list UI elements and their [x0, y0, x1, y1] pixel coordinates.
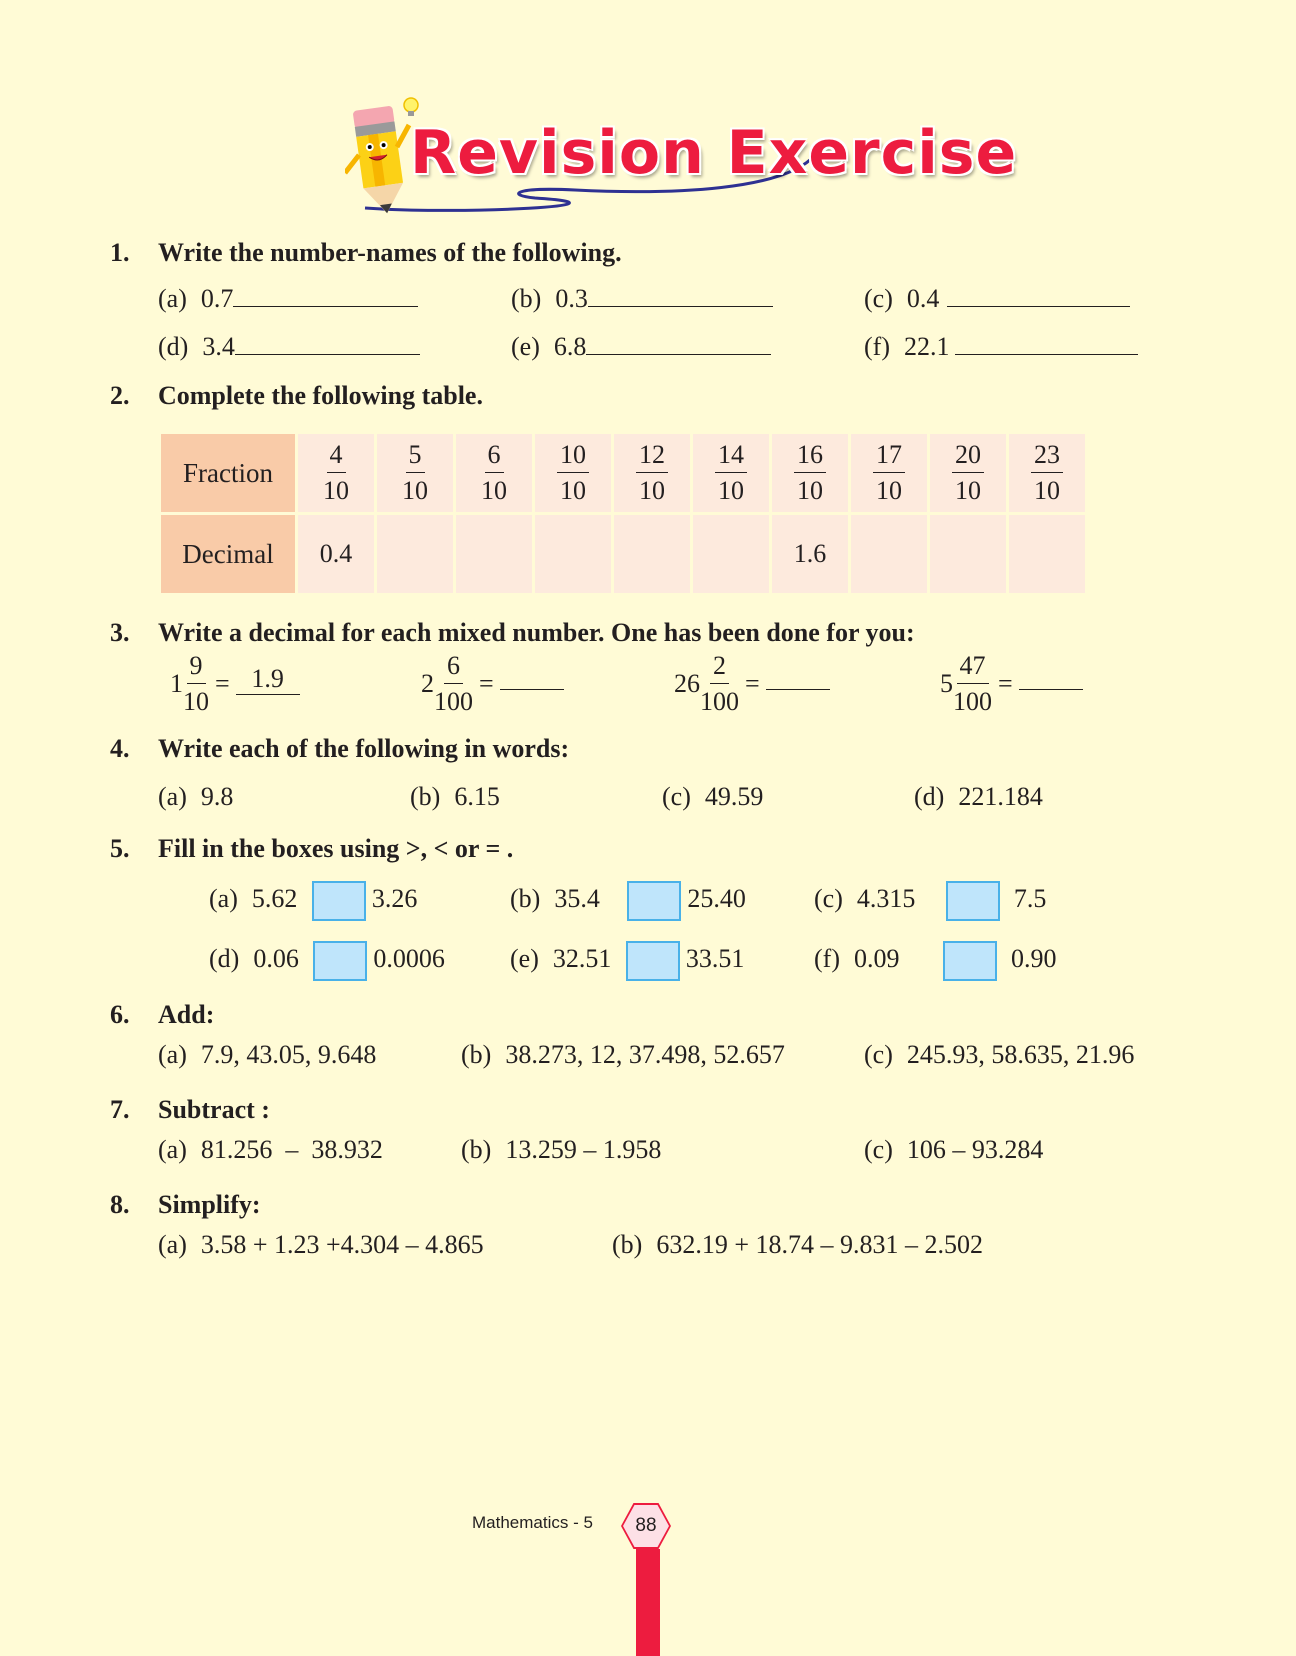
row-header: Fraction	[161, 434, 295, 512]
list-item: (a) 5.62 3.26	[209, 881, 417, 921]
fraction-decimal-table	[158, 431, 1088, 596]
table-row	[161, 434, 1085, 512]
list-item: (c) 49.59	[662, 782, 764, 811]
table-cell[interactable]	[851, 515, 927, 593]
table-cell[interactable]	[377, 515, 453, 593]
table-cell[interactable]	[693, 515, 769, 593]
table-cell: $\frac{10}{10}$	[535, 434, 611, 512]
answer-blank: 1.9	[236, 664, 300, 695]
answer-blank[interactable]	[235, 334, 420, 355]
question-number: 2.	[110, 381, 130, 410]
page-title: Revision Exercise	[410, 118, 1018, 188]
question-number: 8.	[110, 1190, 130, 1219]
table-cell: 0.4	[298, 515, 374, 593]
list-item: (d) 0.06 0.0006	[209, 941, 445, 981]
answer-blank[interactable]	[500, 669, 564, 690]
question-text: Write the number-names of the following.	[158, 238, 622, 267]
question-text: Write each of the following in words:	[158, 734, 570, 763]
table-cell: $\frac{17}{10}$	[851, 434, 927, 512]
table-row	[161, 515, 1085, 593]
list-item: (c) 245.93, 58.635, 21.96	[864, 1040, 1135, 1069]
list-item: (b) 38.273, 12, 37.498, 52.657	[461, 1040, 785, 1069]
list-item: (b) 632.19 + 18.74 – 9.831 – 2.502	[612, 1230, 983, 1259]
compare-box[interactable]	[313, 941, 367, 981]
compare-box[interactable]	[627, 881, 681, 921]
page-ribbon	[636, 1549, 660, 1656]
table-cell[interactable]	[456, 515, 532, 593]
table-cell: 1.6	[772, 515, 848, 593]
question-text: Complete the following table.	[158, 381, 483, 410]
mixed-number: 26 $\frac{2}{100}$ =	[674, 653, 830, 715]
table-cell: $\frac{20}{10}$	[930, 434, 1006, 512]
question-number: 1.	[110, 238, 130, 267]
list-item: (a) 9.8	[158, 782, 234, 811]
answer-blank[interactable]	[233, 286, 418, 307]
question-number: 7.	[110, 1095, 130, 1124]
answer-blank[interactable]	[947, 286, 1130, 307]
mixed-number: 1 $\frac{9}{10}$ = 1.9	[170, 653, 300, 715]
table-cell: $\frac{16}{10}$	[772, 434, 848, 512]
list-item: (c) 0.4	[864, 284, 1130, 314]
question-text: Add:	[158, 1000, 215, 1029]
table-cell: $\frac{5}{10}$	[377, 434, 453, 512]
page-number: 88	[635, 1515, 657, 1536]
mixed-number: 2 $\frac{6}{100}$ =	[421, 653, 564, 715]
list-item: (a) 3.58 + 1.23 +4.304 – 4.865	[158, 1230, 484, 1259]
question-number: 6.	[110, 1000, 130, 1029]
table-cell: $\frac{4}{10}$	[298, 434, 374, 512]
subject-label: Mathematics - 5	[472, 1513, 593, 1532]
compare-box[interactable]	[946, 881, 1000, 921]
table-cell[interactable]	[1009, 515, 1085, 593]
table-cell[interactable]	[535, 515, 611, 593]
list-item: (e) 32.51 33.51	[510, 941, 744, 981]
question-text: Write a decimal for each mixed number. One has been done for you:	[158, 618, 915, 647]
question-number: 4.	[110, 734, 130, 763]
table-cell: $\frac{6}{10}$	[456, 434, 532, 512]
answer-blank[interactable]	[955, 334, 1138, 355]
question-text: Fill in the boxes using >, < or = .	[158, 834, 514, 863]
question-number: 5.	[110, 834, 130, 863]
compare-box[interactable]	[312, 881, 366, 921]
list-item: (b) 35.4 25.40	[510, 881, 746, 921]
answer-blank[interactable]	[766, 669, 830, 690]
table-cell: $\frac{12}{10}$	[614, 434, 690, 512]
list-item: (b) 6.15	[410, 782, 500, 811]
list-item: (b) 13.259 – 1.958	[461, 1135, 662, 1164]
answer-blank[interactable]	[588, 286, 773, 307]
list-item: (f) 0.09 0.90	[814, 941, 1056, 981]
list-item: (d) 221.184	[914, 782, 1043, 811]
question-number: 3.	[110, 618, 130, 647]
answer-blank[interactable]	[586, 334, 771, 355]
mixed-number: 5 $\frac{47}{100}$ =	[940, 653, 1083, 715]
compare-box[interactable]	[943, 941, 997, 981]
table-cell: $\frac{23}{10}$	[1009, 434, 1085, 512]
list-item: (b) 0.3	[511, 284, 773, 314]
list-item: (a) 0.7	[158, 284, 418, 314]
compare-box[interactable]	[626, 941, 680, 981]
row-header: Decimal	[161, 515, 295, 593]
list-item: (e) 6.8	[511, 332, 771, 362]
question-text: Subtract :	[158, 1095, 270, 1124]
question-text: Simplify:	[158, 1190, 261, 1219]
table-cell[interactable]	[614, 515, 690, 593]
list-item: (c) 4.315 7.5	[814, 881, 1046, 921]
list-item: (c) 106 – 93.284	[864, 1135, 1044, 1164]
answer-blank[interactable]	[1019, 669, 1083, 690]
list-item: (a) 81.256 – 38.932	[158, 1135, 383, 1164]
list-item: (f) 22.1	[864, 332, 1138, 362]
list-item: (d) 3.4	[158, 332, 420, 362]
list-item: (a) 7.9, 43.05, 9.648	[158, 1040, 377, 1069]
table-cell: $\frac{14}{10}$	[693, 434, 769, 512]
table-cell[interactable]	[930, 515, 1006, 593]
